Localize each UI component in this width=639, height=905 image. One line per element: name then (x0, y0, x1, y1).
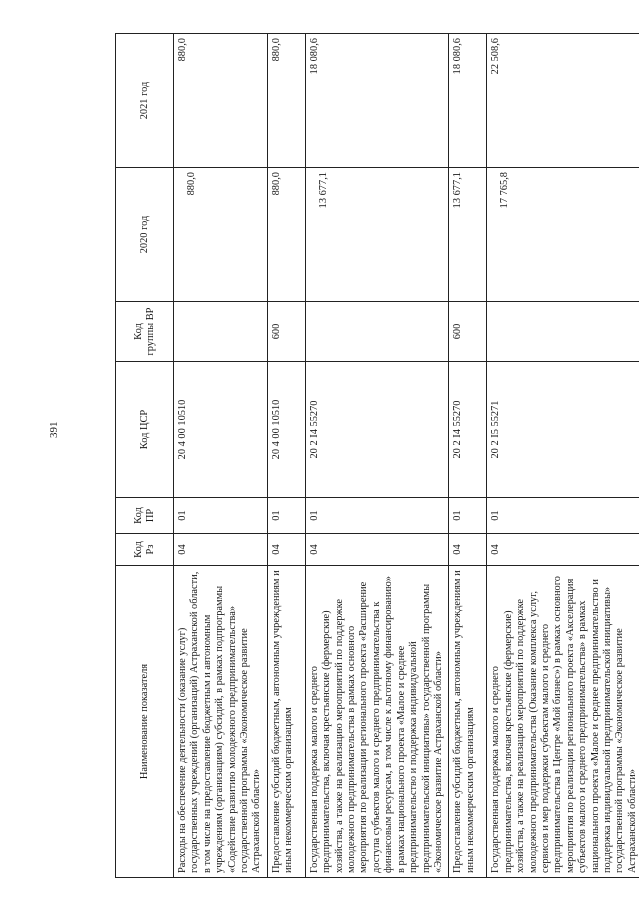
row-pr: 01 (174, 498, 268, 534)
row-csr: 20 2 I4 55270 (305, 362, 448, 498)
row-2020: 880,0 (174, 168, 268, 302)
row-pr: 01 (449, 498, 487, 534)
row-csr: 20 4 00 10510 (174, 362, 268, 498)
row-vr: 600 (449, 302, 487, 362)
row-rz: 04 (487, 534, 639, 566)
row-2021: 880,0 (174, 34, 268, 168)
row-vr (487, 302, 639, 362)
row-name: Предоставление субсидий бюджетным, автономным учреждениям и иным некоммерческим организациям (449, 566, 487, 878)
header-rz: Код Рз (116, 534, 174, 566)
row-name: Предоставление субсидий бюджетным, автономным учреждениям и иным некоммерческим организациям (267, 566, 305, 878)
budget-table (115, 33, 639, 878)
row-2020: 880,0 (267, 168, 305, 302)
row-2021: 18 080,6 (449, 34, 487, 168)
header-2021: 2021 год (116, 34, 174, 168)
row-2020: 17 765,8 (487, 168, 639, 302)
row-rz: 04 (267, 534, 305, 566)
header-csr: Код ЦСР (116, 362, 174, 498)
row-name: Расходы на обеспечение деятельности (оказание услуг) государственных учреждений (организаций) Астраханской области, в том числе на предоставление бюджетным и автономным учреждениям (организациям) субсидий, в рамках подпрограммы «Содействие развитию молодежного предпринимательства» государственной программы «Экономическое развитие Астраханской области» (174, 566, 268, 878)
row-rz: 04 (305, 534, 448, 566)
row-name: Государственная поддержка малого и среднего предпринимательства, включая крестьянские (фермерские) хозяйства, а также на реализацию мероприятий по поддержке молодежного предпринимательства (Оказание комплекса услуг, сервисов и мер поддержки субъектам малого и среднего предпринимательства в Центре «Мой бизнес») в рамках основного мероприятия по реализации регионального проекта «Акселерация субъектов малого и среднего предпринимательства» в рамках национального проекта «Малое и среднее предпринимательство и поддержка индивидуальной предпринимательской инициативы» государственной программы «Экономическое развитие Астраханской области» (487, 566, 639, 878)
row-csr: 20 4 00 10510 (267, 362, 305, 498)
row-name: Государственная поддержка малого и среднего предпринимательства, включая крестьянские (фермерские) хозяйства, а также на реализацию мероприятий по поддержке молодежного предпринимательства в рамках основного мероприятия по реализации регионального проекта «Расширение доступа субъектов малого и среднего предпринимательства к финансовым ресурсам, в том числе к льготному финансированию» в рамках национального проекта «Малое и среднее предпринимательство и поддержка индивидуальной предпринимательской инициативы» государственной программы «Экономическое развитие Астраханской области» (305, 566, 448, 878)
page-number: 391 (48, 421, 60, 438)
row-vr: 600 (267, 302, 305, 362)
header-name: Наименование показателя (116, 566, 174, 878)
header-vr: Код группы ВР (116, 302, 174, 362)
table-row (267, 34, 305, 878)
row-csr: 20 2 I5 55271 (487, 362, 639, 498)
row-2020: 13 677,1 (449, 168, 487, 302)
row-vr (305, 302, 448, 362)
row-2020: 13 677,1 (305, 168, 448, 302)
row-pr: 01 (267, 498, 305, 534)
row-pr: 01 (305, 498, 448, 534)
table-row (305, 34, 448, 878)
row-rz: 04 (449, 534, 487, 566)
row-vr (174, 302, 268, 362)
table-header-row (116, 34, 174, 878)
header-pr: Код ПР (116, 498, 174, 534)
table-row (487, 34, 639, 878)
row-csr: 20 2 I4 55270 (449, 362, 487, 498)
row-2021: 880,0 (267, 34, 305, 168)
budget-table-container (115, 34, 638, 878)
table-row (449, 34, 487, 878)
row-rz: 04 (174, 534, 268, 566)
row-2021: 22 508,6 (487, 34, 639, 168)
row-pr: 01 (487, 498, 639, 534)
header-2020: 2020 год (116, 168, 174, 302)
table-row (174, 34, 268, 878)
row-2021: 18 080,6 (305, 34, 448, 168)
